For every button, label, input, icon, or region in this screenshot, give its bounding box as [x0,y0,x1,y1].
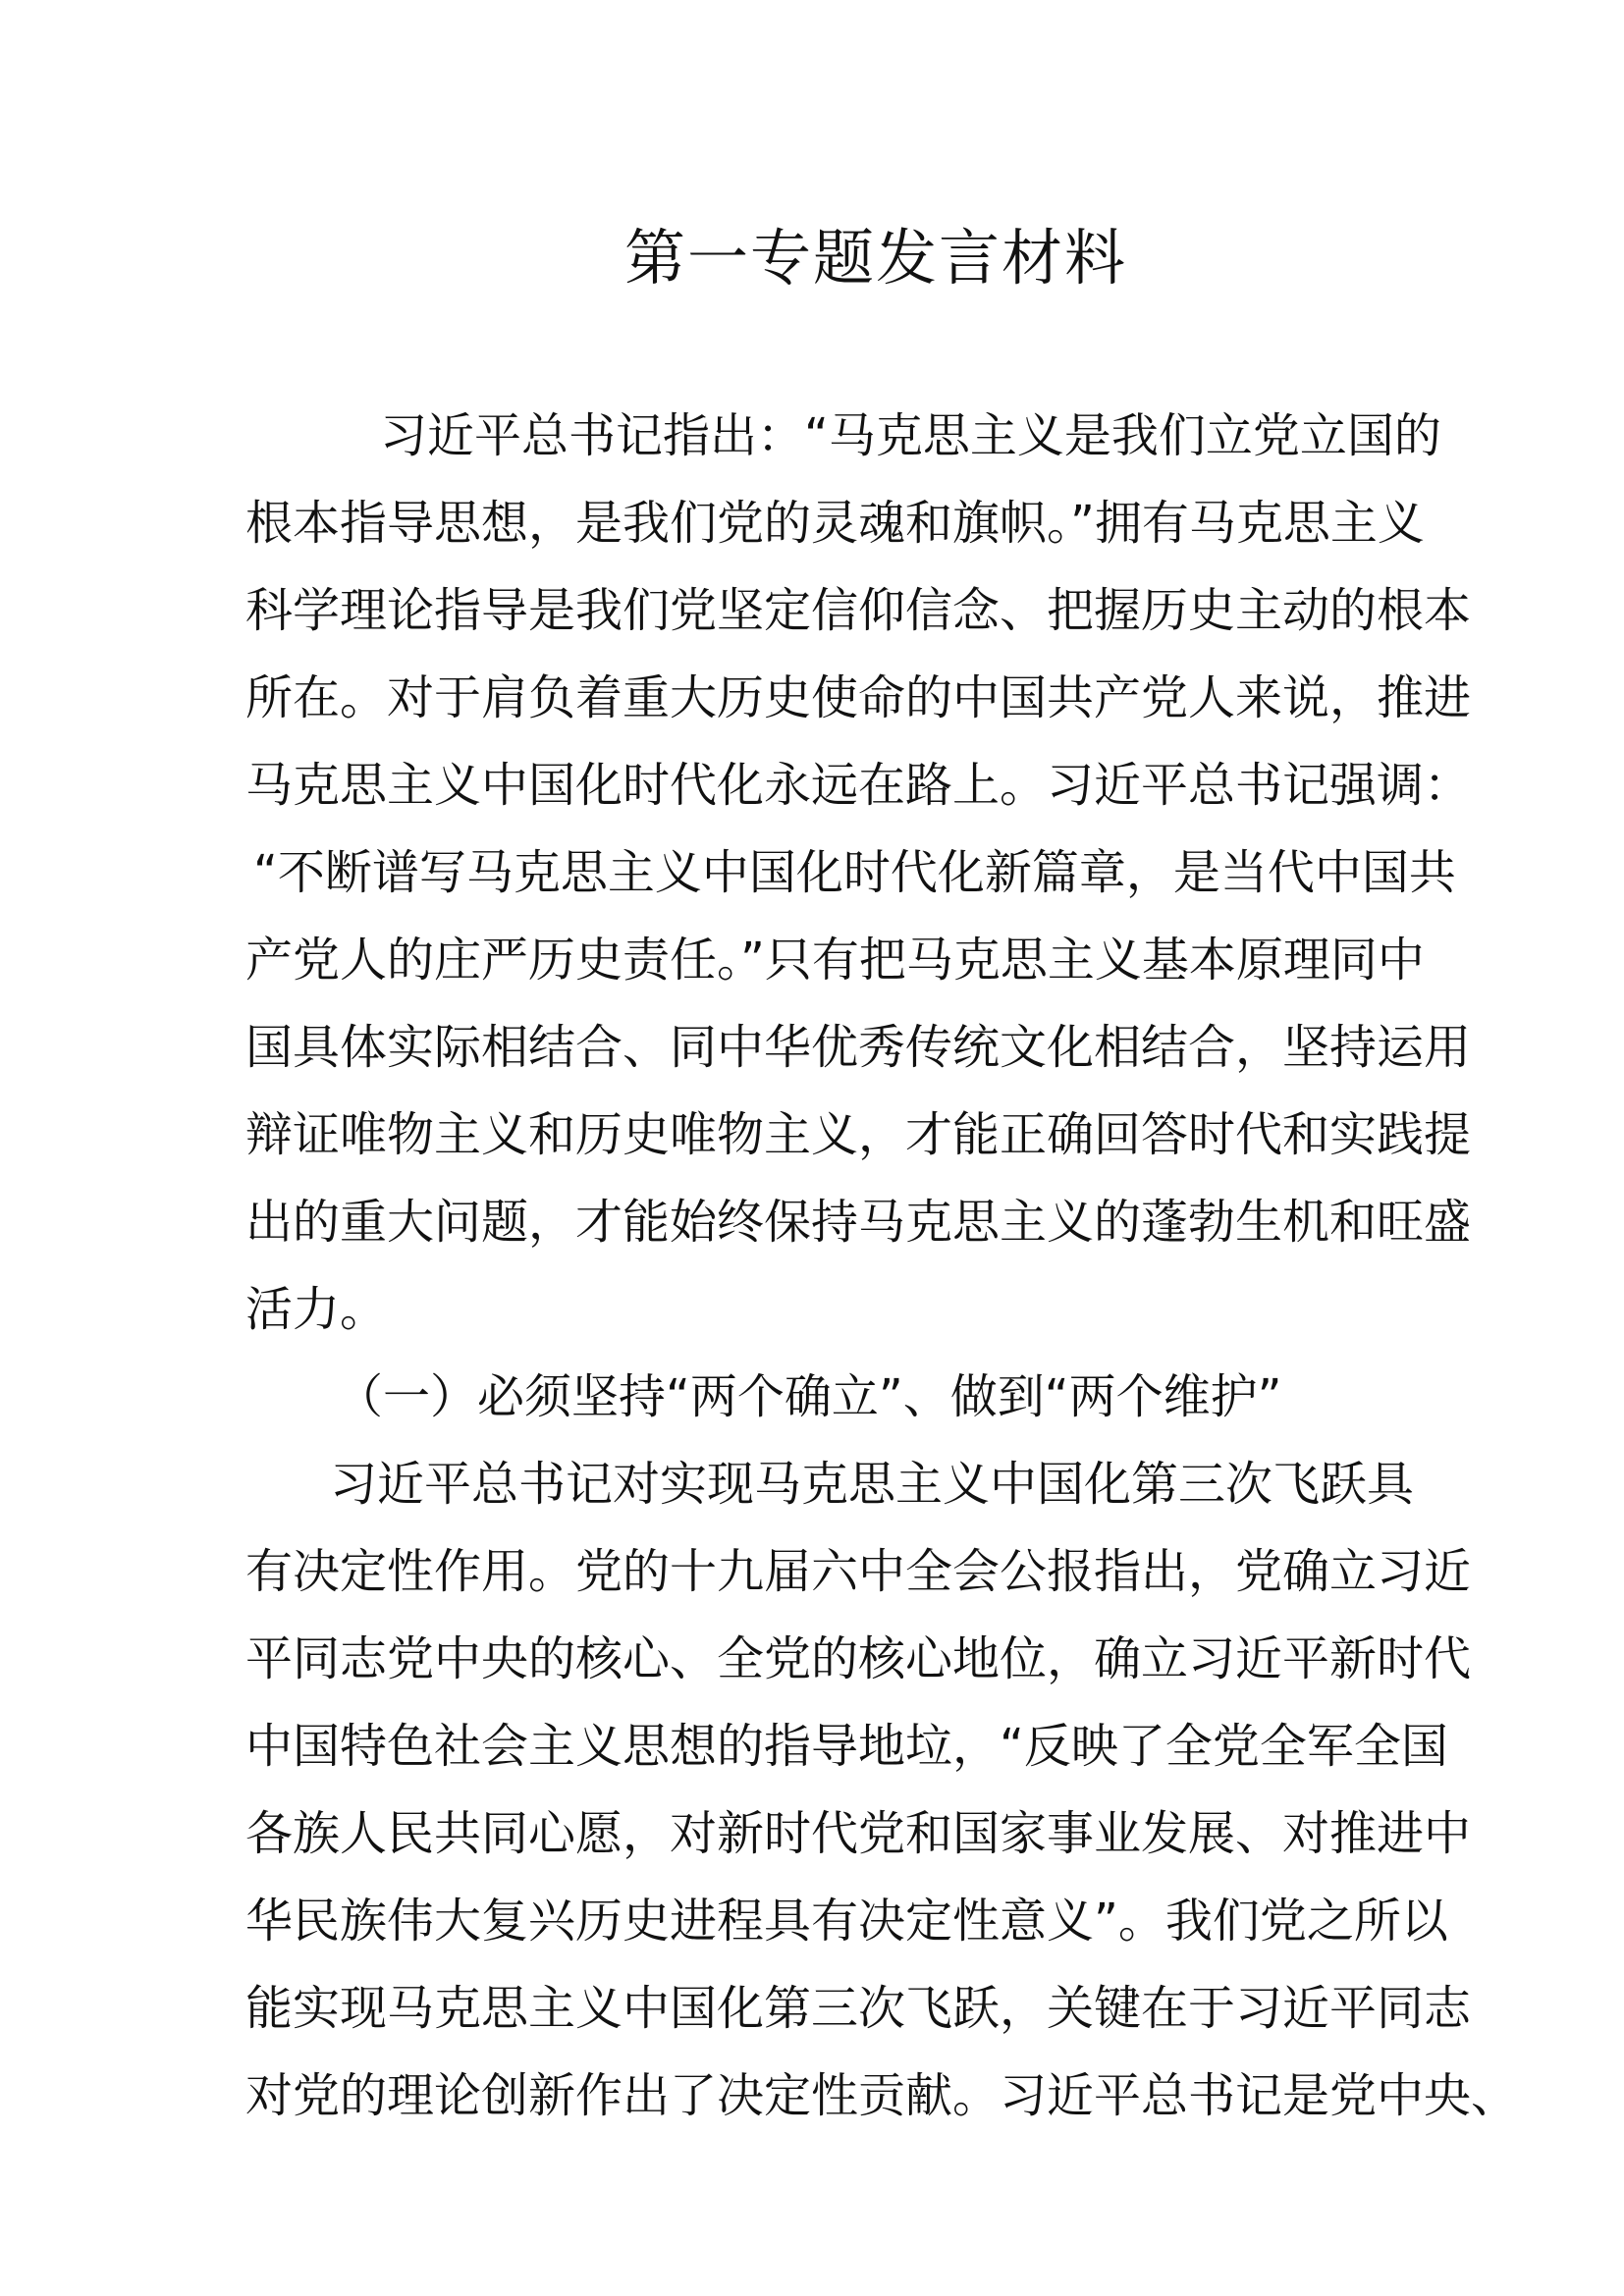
paragraph-line: 习近平总书记指出：“马克思主义是我们立党立国的 [380,408,1441,463]
paragraph-line: 科学理论指导是我们党坚定信仰信念、把握历史主动的根本 [245,583,1472,638]
paragraph-line: 产党人的庄严历史责任。”只有把马克思主义基本原理同中 [245,933,1425,988]
paragraph-line: 能实现马克思主义中国化第三次飞跃，关键在于习近平同志 [245,1981,1472,2036]
paragraph-line: 华民族伟大复兴历史进程具有决定性意义”。我们党之所以 [245,1894,1448,1949]
document-body [245,393,1519,2140]
paragraph-line: 对党的理论创新作出了决定性贡献。习近平总书记是党中央、 [245,2068,1519,2123]
section-heading: （一）必须坚持“两个确立”、做到“两个维护” [336,1369,1282,1424]
paragraph-line: 平同志党中央的核心、全党的核心地位，确立习近平新时代 [245,1631,1472,1686]
paragraph-line: “不断谱写马克思主义中国化时代化新篇章，是当代中国共 [253,845,1456,900]
paragraph-line: 有决定性作用。党的十九届六中全会公报指出，党确立习近 [245,1544,1472,1599]
paragraph-line: 辩证唯物主义和历史唯物主义，才能正确回答时代和实践提 [245,1107,1472,1162]
paragraph-line: 马克思主义中国化时代化永远在路上。习近平总书记强调： [245,758,1472,813]
paragraph-line: 所在。对于肩负着重大历史使命的中国共产党人来说，推进 [245,670,1472,725]
paragraph-line: 各族人民共同心愿，对新时代党和国家事业发展、对推进中 [245,1806,1472,1861]
paragraph-line: 习近平总书记对实现马克思主义中国化第三次飞跃具 [330,1457,1415,1512]
paragraph-line: 国具体实际相结合、同中华优秀传统文化相结合，坚持运用 [245,1020,1472,1075]
paragraph-line: 根本指导思想，是我们党的灵魂和旗帜。”拥有马克思主义 [245,496,1425,551]
paragraph-line: 出的重大问题，才能始终保持马克思主义的蓬勃生机和旺盛 [245,1195,1472,1250]
document-title: 第一专题发言材料 [623,222,1127,294]
paragraph-line: 中国特色社会主义思想的指导地垃，“反映了全党全军全国 [245,1719,1448,1774]
paragraph-line: 活力。 [245,1282,388,1337]
